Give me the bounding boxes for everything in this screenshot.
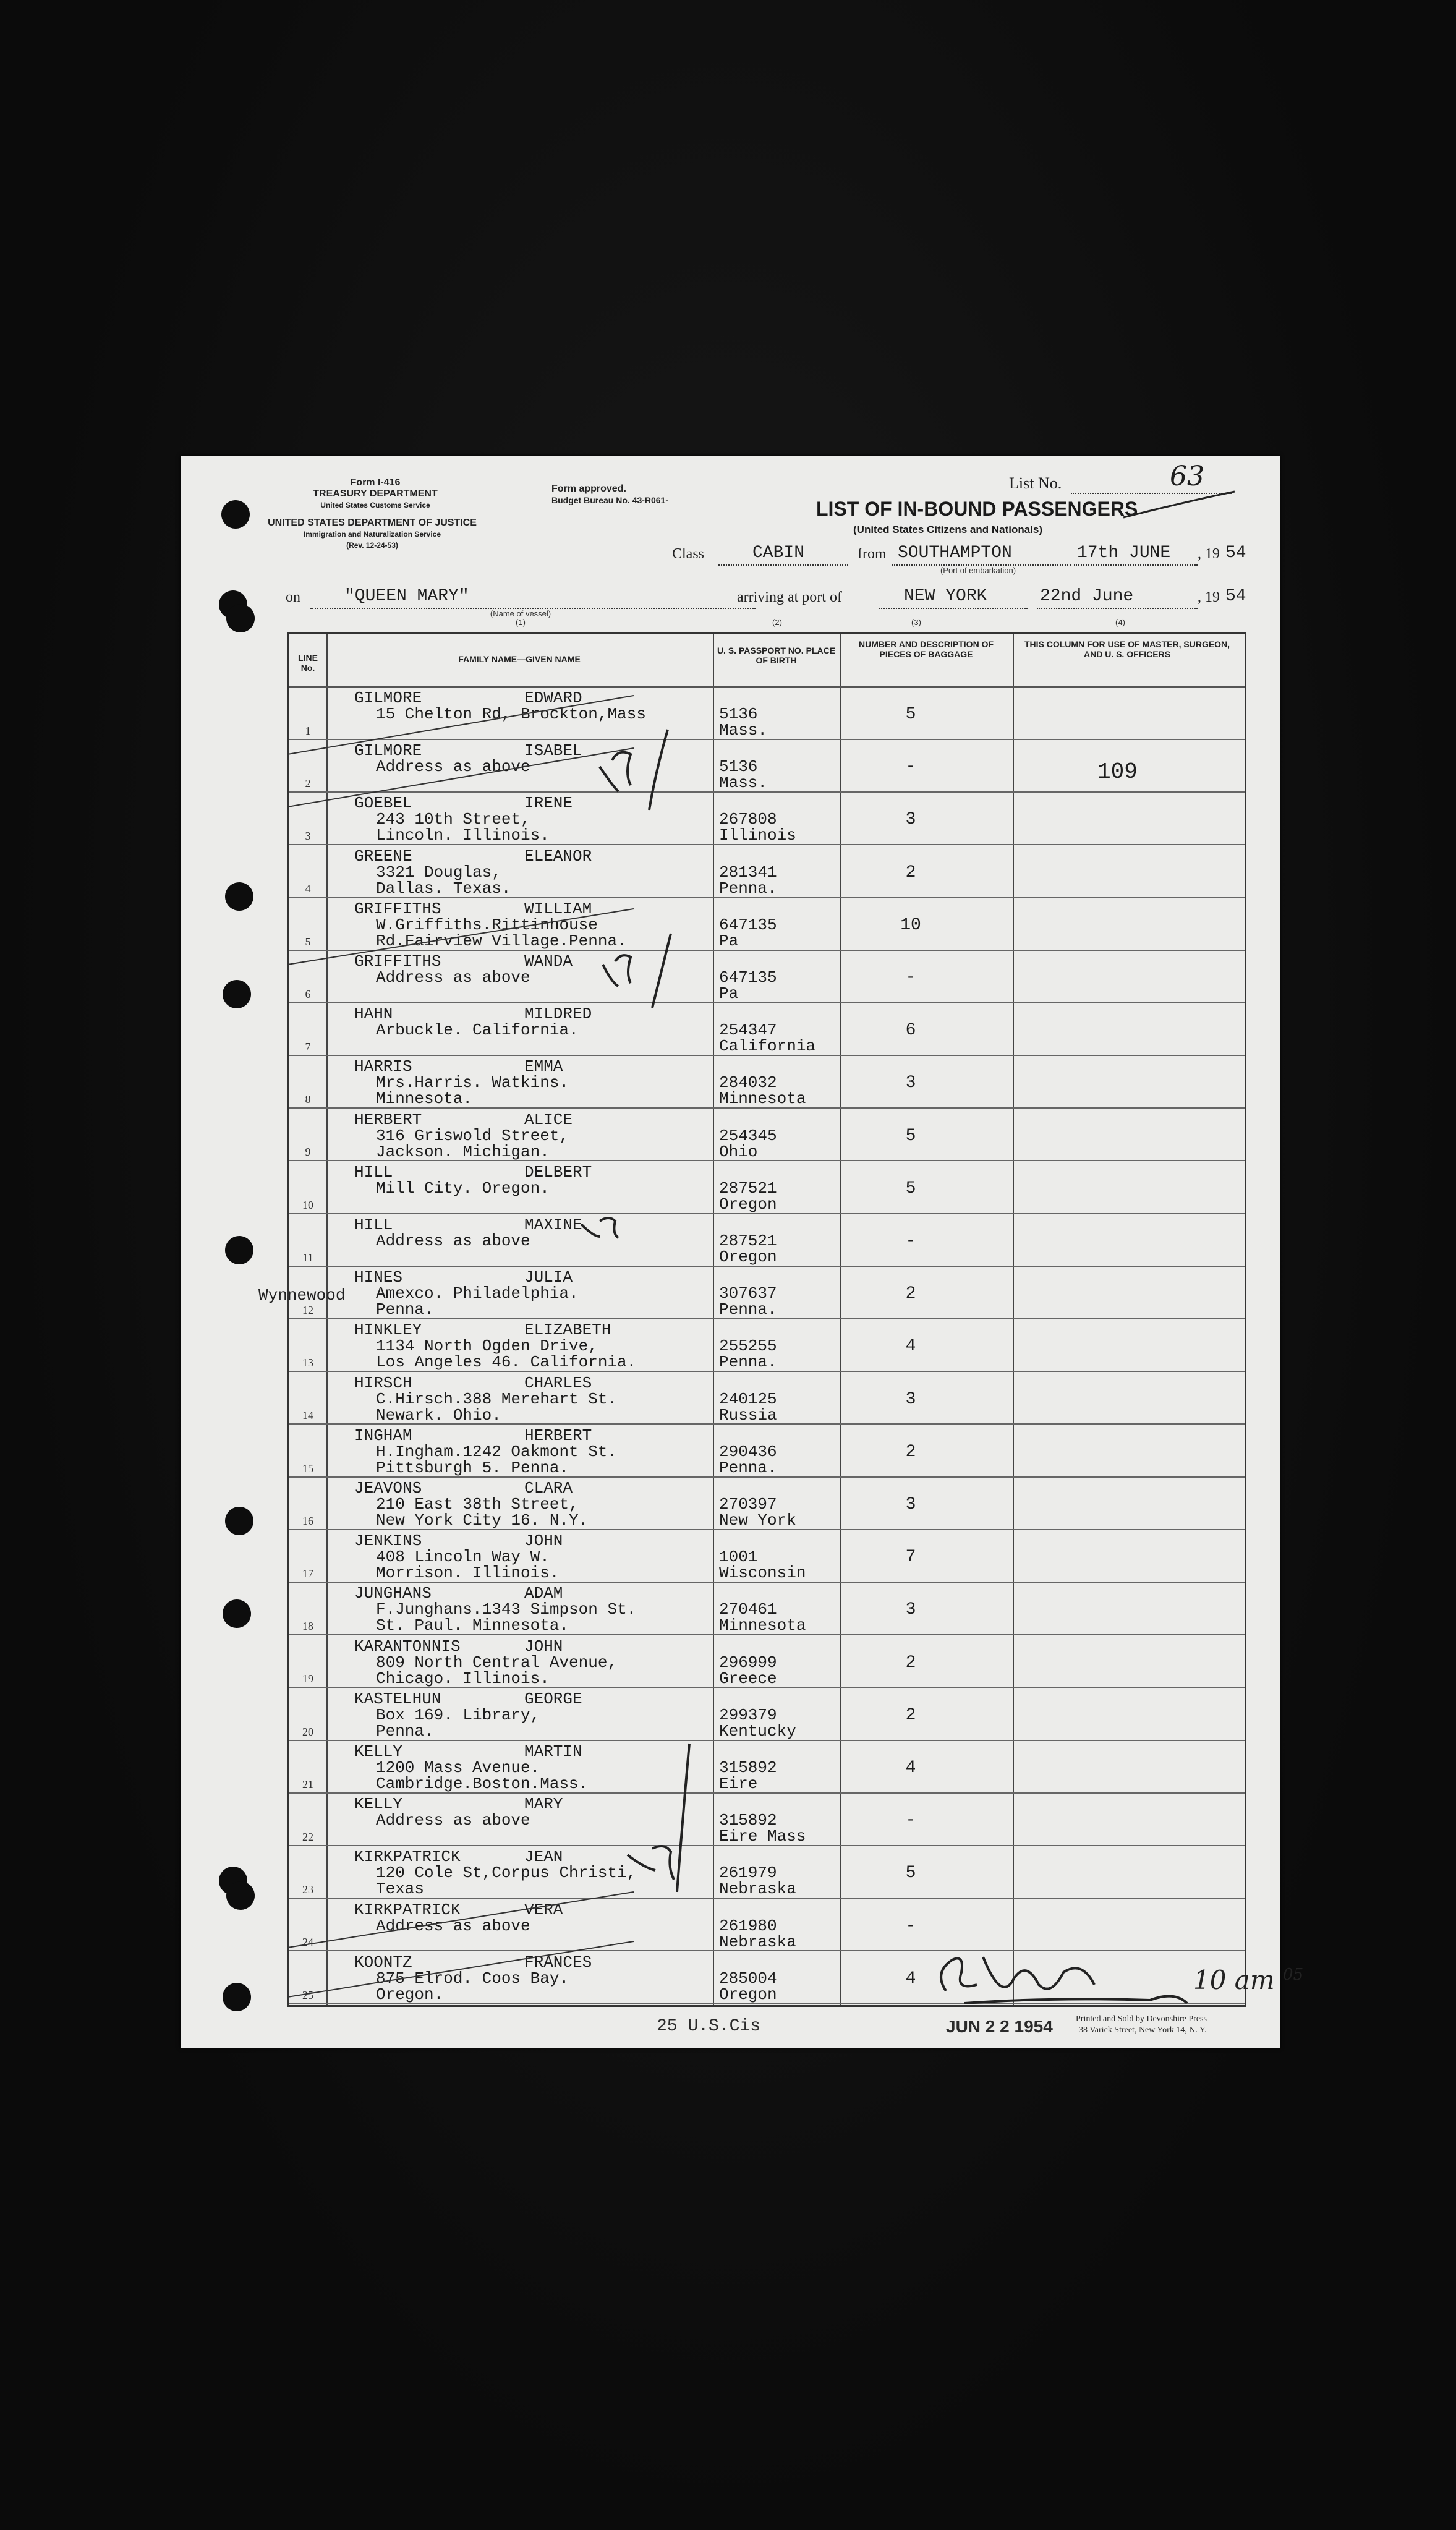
place-of-birth: Minnesota <box>719 1089 806 1109</box>
family-name: HIRSCH <box>354 1373 412 1392</box>
baggage-count: 3 <box>905 1073 916 1093</box>
line-number: 6 <box>305 987 311 1000</box>
passport-number: 287521 <box>719 1178 777 1198</box>
place-of-birth: Ohio <box>719 1142 758 1161</box>
line-number: 24 <box>302 1936 313 1949</box>
arriving-label: arriving at port of <box>737 589 842 605</box>
justice-header <box>242 518 502 551</box>
passport-number: 315892 <box>719 1758 777 1777</box>
line-number: 21 <box>302 1778 313 1791</box>
family-name: KARANTONNIS <box>354 1637 461 1656</box>
signature-time <box>1193 1965 1303 1995</box>
passport-number: 299379 <box>719 1705 777 1724</box>
punch-hole <box>225 1236 253 1264</box>
passport-number: 270397 <box>719 1495 777 1514</box>
line-number: 1 <box>305 724 311 737</box>
passport-number: 647135 <box>719 968 777 987</box>
form-header-left <box>279 477 471 511</box>
family-name: KELLY <box>354 1742 403 1761</box>
family-name: JUNGHANS <box>354 1584 432 1603</box>
passport-number: 5136 <box>719 757 758 777</box>
address-line-1: 809 North Central Avenue, <box>376 1653 618 1672</box>
address-line-1: Mrs.Harris. Watkins. <box>376 1073 569 1092</box>
line-number: 16 <box>302 1514 313 1527</box>
col-num-1: (1) <box>516 618 526 627</box>
place-of-birth: Penna. <box>719 1300 777 1319</box>
punch-hole <box>223 980 251 1008</box>
place-of-birth: Penna. <box>719 1353 777 1372</box>
line-number: 3 <box>305 830 311 843</box>
form-approval <box>551 483 712 506</box>
arrival-port-line <box>879 608 1028 609</box>
address-line-1: Address as above <box>376 1811 530 1830</box>
list-no-label: List No. <box>1009 474 1062 492</box>
baggage-count: 5 <box>905 1863 916 1883</box>
given-name: ELEANOR <box>524 846 592 866</box>
header-name: FAMILY NAME—GIVEN NAME <box>458 654 581 664</box>
given-name: HERBERT <box>524 1426 592 1445</box>
wynnewood-note: Wynnewood <box>258 1286 346 1305</box>
baggage-count: 3 <box>905 1495 916 1514</box>
passport-number: 287521 <box>719 1232 777 1250</box>
address-line-1: Address as above <box>376 968 530 987</box>
address-line-1: 1134 North Ogden Drive, <box>376 1337 598 1356</box>
passport-number: 290436 <box>719 1442 777 1461</box>
form-number: Form I-416 <box>350 477 401 488</box>
place-of-birth: Wisconsin <box>719 1564 806 1583</box>
place-of-birth: Pa <box>719 931 739 950</box>
address-line-1: H.Ingham.1242 Oakmont St. <box>376 1442 618 1461</box>
date-stamp: JUN 2 2 1954 <box>946 2017 1053 2036</box>
line-number: 9 <box>305 1146 311 1159</box>
address-line-1: 875 Elrod. Coos Bay. <box>376 1969 569 1988</box>
place-of-birth: Mass. <box>719 773 768 793</box>
address-line-2: Newark. Ohio. <box>376 1405 501 1425</box>
place-of-birth: Nebraska <box>719 1932 796 1951</box>
justice-department: UNITED STATES DEPARTMENT OF JUSTICE <box>268 518 477 528</box>
address-line-1: Amexco. Philadelphia. <box>376 1284 579 1303</box>
passport-number: 270461 <box>719 1600 777 1619</box>
address-line-1: 243 10th Street, <box>376 810 530 829</box>
family-name: KIRKPATRICK <box>354 1900 461 1919</box>
punch-hole <box>225 1507 253 1535</box>
baggage-count: 2 <box>905 1442 916 1462</box>
place-of-birth: Penna. <box>719 879 777 898</box>
passport-number: 261980 <box>719 1916 777 1935</box>
depart-year: 54 <box>1225 543 1246 563</box>
given-name: MARTIN <box>524 1742 582 1761</box>
address-line-1: 408 Lincoln Way W. <box>376 1548 550 1567</box>
family-name: GILMORE <box>354 741 422 760</box>
passport-number: 315892 <box>719 1811 777 1830</box>
passport-number: 281341 <box>719 862 777 882</box>
signature-time-text: 10 am <box>1193 1965 1275 1995</box>
address-line-2: Oregon. <box>376 1985 444 2004</box>
passport-number: 255255 <box>719 1337 777 1356</box>
address-line-1: 1200 Mass Avenue. <box>376 1758 540 1777</box>
passport-number: 261979 <box>719 1863 777 1883</box>
baggage-count: 2 <box>905 1653 916 1672</box>
address-line-2: Cambridge.Boston.Mass. <box>376 1774 589 1793</box>
given-name: CLARA <box>524 1479 573 1497</box>
given-name: MARY <box>524 1795 563 1814</box>
family-name: KASTELHUN <box>354 1689 441 1708</box>
family-name: HILL <box>354 1162 393 1182</box>
family-name: KOONTZ <box>354 1953 412 1972</box>
place-of-birth: Mass. <box>719 721 768 739</box>
address-line-1: 210 East 38th Street, <box>376 1495 579 1514</box>
line-number: 22 <box>302 1831 313 1844</box>
place-of-birth: Pa <box>719 984 739 1003</box>
address-line-2: Jackson. Michigan. <box>376 1142 550 1161</box>
vessel-name: "QUEEN MARY" <box>344 587 469 606</box>
given-name: MILDRED <box>524 1005 592 1024</box>
on-label: on <box>286 589 300 605</box>
header-baggage: NUMBER AND DESCRIPTION OF PIECES OF BAGGAGE <box>858 639 994 659</box>
form-revision: (Rev. 12-24-53) <box>346 541 398 550</box>
passport-number: 647135 <box>719 915 777 934</box>
place-of-birth: New York <box>719 1511 796 1530</box>
line-number: 20 <box>302 1725 313 1738</box>
passport-number: 307637 <box>719 1284 777 1303</box>
place-of-birth: Eire Mass <box>719 1827 806 1846</box>
list-no-value: 63 <box>1170 461 1204 492</box>
class-label: Class <box>672 546 705 562</box>
address-line-2: Chicago. Illinois. <box>376 1669 550 1688</box>
family-name: HERBERT <box>354 1110 422 1129</box>
place-of-birth: Kentucky <box>719 1721 796 1740</box>
place-of-birth: Minnesota <box>719 1616 806 1635</box>
line-number: 25 <box>302 1988 313 2001</box>
address-line-1: Address as above <box>376 1916 530 1935</box>
address-line-1: 3321 Douglas, <box>376 862 501 882</box>
line-number: 11 <box>302 1251 313 1264</box>
arrival-year-prefix: , 19 <box>1198 589 1220 605</box>
given-name: JEAN <box>524 1847 563 1867</box>
baggage-count: 4 <box>905 1758 916 1778</box>
class-line <box>718 564 848 566</box>
punch-hole <box>225 882 253 911</box>
given-name: EMMA <box>524 1057 563 1076</box>
given-name: FRANCES <box>524 1953 592 1972</box>
given-name: JOHN <box>524 1531 563 1551</box>
family-name: HARRIS <box>354 1057 412 1076</box>
strike-through-marks <box>287 686 671 2009</box>
place-of-birth: Russia <box>719 1405 777 1425</box>
line-number: 17 <box>302 1567 313 1580</box>
col-num-3: (3) <box>911 618 921 627</box>
citizen-count: 25 U.S.Cis <box>657 2017 761 2036</box>
family-name: KELLY <box>354 1795 403 1814</box>
baggage-count: 10 <box>900 915 921 935</box>
punch-hole <box>226 1881 255 1910</box>
line-number: 2 <box>305 777 311 790</box>
given-name: ADAM <box>524 1584 563 1603</box>
line-number: 8 <box>305 1093 311 1106</box>
depart-year-prefix: , 19 <box>1198 546 1220 562</box>
given-name: VERA <box>524 1900 563 1919</box>
address-line-1: 316 Griswold Street, <box>376 1126 569 1145</box>
line-number: 13 <box>302 1357 313 1369</box>
baggage-count: 2 <box>905 862 916 882</box>
family-name: INGHAM <box>354 1426 412 1445</box>
given-name: JULIA <box>524 1268 573 1287</box>
header-line-no: LINE No. <box>298 653 318 673</box>
given-name: ISABEL <box>524 741 582 760</box>
baggage-count: 3 <box>905 810 916 830</box>
customs-service: United States Customs Service <box>320 501 430 509</box>
header-passport: U. S. PASSPORT NO. PLACE OF BIRTH <box>717 645 836 665</box>
punch-hole <box>226 604 255 632</box>
address-line-2: Pittsburgh 5. Penna. <box>376 1458 569 1477</box>
family-name: GILMORE <box>354 689 422 707</box>
baggage-count: 5 <box>905 1126 916 1146</box>
form-title: LIST OF IN-BOUND PASSENGERS <box>816 498 1138 520</box>
departure-date: 17th JUNE <box>1077 543 1171 563</box>
address-line-2: Los Angeles 46. California. <box>376 1353 637 1372</box>
baggage-count: 2 <box>905 1284 916 1304</box>
address-line-2: Penna. <box>376 1300 434 1319</box>
passport-number: 284032 <box>719 1073 777 1092</box>
line-number: 15 <box>302 1462 313 1475</box>
baggage-count: 5 <box>905 705 916 724</box>
class-value: CABIN <box>752 543 805 563</box>
baggage-count: 4 <box>905 1969 916 1988</box>
address-line-1: Arbuckle. California. <box>376 1021 579 1040</box>
passport-number: 240125 <box>719 1389 777 1408</box>
baggage-count: 7 <box>905 1548 916 1567</box>
embarkation-note: (Port of embarkation) <box>940 566 1016 575</box>
address-line-1: Address as above <box>376 757 530 777</box>
form-subtitle: (United States Citizens and Nationals) <box>853 524 1043 535</box>
passport-number: 254345 <box>719 1126 777 1145</box>
given-name: EDWARD <box>524 689 582 707</box>
given-name: IRENE <box>524 794 573 813</box>
passport-number: 5136 <box>719 705 758 723</box>
line-number: 7 <box>305 1041 311 1054</box>
line-number: 14 <box>302 1409 313 1422</box>
family-name: JEAVONS <box>354 1479 422 1497</box>
punch-hole <box>223 1983 251 2011</box>
given-name: ALICE <box>524 1110 573 1129</box>
line-number: 18 <box>302 1620 313 1633</box>
address-line-1: 120 Cole St,Corpus Christi, <box>376 1863 637 1883</box>
line-number: 19 <box>302 1672 313 1685</box>
line-number: 12 <box>302 1304 313 1317</box>
address-line-2: Lincoln. Illinois. <box>376 826 550 845</box>
place-of-birth: Eire <box>719 1774 758 1793</box>
punch-hole <box>223 1599 251 1628</box>
baggage-count: 2 <box>905 1705 916 1725</box>
baggage-count: - <box>905 1232 916 1251</box>
address-line-1: F.Junghans.1343 Simpson St. <box>376 1600 637 1619</box>
line-number: 5 <box>305 935 311 948</box>
address-line-2: New York City 16. N.Y. <box>376 1511 589 1530</box>
place-of-birth: Illinois <box>719 826 796 845</box>
embarkation-port: SOUTHAMPTON <box>898 543 1012 563</box>
family-name: HILL <box>354 1216 393 1234</box>
passport-number: 1001 <box>719 1548 758 1567</box>
baggage-count: - <box>905 1916 916 1936</box>
officer-count: 109 <box>1097 759 1138 785</box>
place-of-birth: Greece <box>719 1669 777 1688</box>
baggage-count: 4 <box>905 1337 916 1357</box>
line-number: 10 <box>302 1198 313 1211</box>
given-name: ELIZABETH <box>524 1321 611 1340</box>
given-name: JOHN <box>524 1637 563 1656</box>
family-name: GRIFFITHS <box>354 899 441 918</box>
passport-number: 267808 <box>719 810 777 829</box>
given-name: CHARLES <box>524 1373 592 1392</box>
given-name: WILLIAM <box>524 899 592 918</box>
header-officers: THIS COLUMN FOR USE OF MASTER, SURGEON, AND U. S. OFFICERS <box>1024 639 1230 659</box>
baggage-count: 6 <box>905 1021 916 1041</box>
arrival-port: NEW YORK <box>904 587 987 606</box>
form-approved: Form approved. <box>551 483 626 494</box>
given-name: DELBERT <box>524 1162 592 1182</box>
address-line-1: W.Griffiths.Rittinhouse <box>376 915 598 934</box>
place-of-birth: Nebraska <box>719 1880 796 1899</box>
printer-line-2: 38 Varick Street, New York 14, N. Y. <box>1079 2025 1207 2035</box>
given-name: GEORGE <box>524 1689 582 1708</box>
place-of-birth: California <box>719 1037 816 1056</box>
address-line-2: St. Paul. Minnesota. <box>376 1616 569 1635</box>
baggage-count: 5 <box>905 1178 916 1198</box>
signature-time-minutes: 05 <box>1283 1966 1304 1984</box>
printer-line-1: Printed and Sold by Devonshire Press <box>1076 2014 1207 2024</box>
family-name: HAHN <box>354 1005 393 1024</box>
line-number: 23 <box>302 1883 313 1896</box>
col-num-2: (2) <box>772 618 782 627</box>
depart-date-line <box>1074 564 1198 566</box>
family-name: GRIFFITHS <box>354 952 441 971</box>
col-num-4: (4) <box>1115 618 1125 627</box>
family-name: KIRKPATRICK <box>354 1847 461 1867</box>
vessel-note: (Name of vessel) <box>490 609 551 618</box>
passport-number: 254347 <box>719 1021 777 1040</box>
address-line-1: Address as above <box>376 1232 530 1250</box>
family-name: JENKINS <box>354 1531 422 1551</box>
address-line-2: Dallas. Texas. <box>376 879 511 898</box>
address-line-2: Rd.Fairview Village.Penna. <box>376 931 627 950</box>
family-name: GREENE <box>354 846 412 866</box>
passport-number: 296999 <box>719 1653 777 1672</box>
line-number: 4 <box>305 882 311 895</box>
immigration-service: Immigration and Naturalization Service <box>303 530 441 539</box>
baggage-count: - <box>905 757 916 777</box>
address-line-1: C.Hirsch.388 Merehart St. <box>376 1389 618 1408</box>
baggage-count: - <box>905 968 916 987</box>
family-name: GOEBEL <box>354 794 412 813</box>
baggage-count: 3 <box>905 1389 916 1409</box>
from-label: from <box>858 546 887 562</box>
address-line-1: 15 Chelton Rd, Brockton,Mass <box>376 705 646 723</box>
budget-bureau: Budget Bureau No. 43-R061- <box>551 495 669 505</box>
place-of-birth: Penna. <box>719 1458 777 1477</box>
family-name: HINES <box>354 1268 403 1287</box>
given-name: WANDA <box>524 952 573 971</box>
arrival-year: 54 <box>1225 587 1246 606</box>
treasury-department: TREASURY DEPARTMENT <box>313 488 438 499</box>
family-name: HINKLEY <box>354 1321 422 1340</box>
address-line-2: Penna. <box>376 1721 434 1740</box>
address-line-1: Box 169. Library, <box>376 1705 540 1724</box>
baggage-count: 3 <box>905 1600 916 1620</box>
arrival-date-line <box>1037 608 1198 609</box>
place-of-birth: Oregon <box>719 1248 777 1266</box>
address-line-1: Mill City. Oregon. <box>376 1178 550 1198</box>
address-line-2: Minnesota. <box>376 1089 473 1109</box>
given-name: MAXINE <box>524 1216 582 1234</box>
arrival-date: 22nd June <box>1040 587 1134 606</box>
address-line-2: Morrison. Illinois. <box>376 1564 560 1583</box>
address-line-2: Texas <box>376 1880 425 1899</box>
place-of-birth: Oregon <box>719 1985 777 2004</box>
place-of-birth: Oregon <box>719 1195 777 1214</box>
title-underline-mark <box>1120 485 1238 522</box>
baggage-count: - <box>905 1811 916 1831</box>
passport-number: 285004 <box>719 1969 777 1988</box>
